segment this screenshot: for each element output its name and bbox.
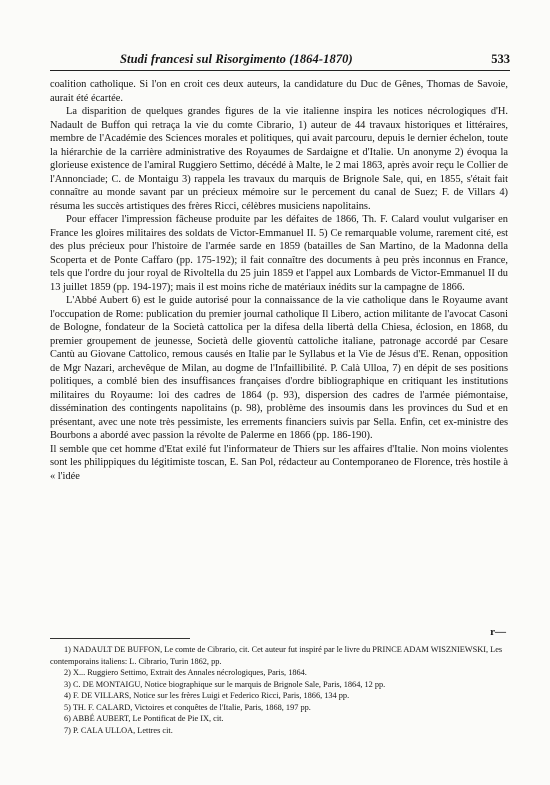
page-number: 533	[491, 52, 510, 66]
footnote: 2) X... Ruggiero Settimo, Extrait des Annales nécrologiques, Paris, 1864.	[64, 668, 307, 677]
footnote: 5) TH. F. CALARD, Victoires et conquêtes de l'Italie, Paris, 1868, 197 pp.	[64, 702, 311, 712]
footnote: 3) C. DE MONTAIGU, Notice biographique sur le marquis de Brignole Sale, Paris, 1864, 12 pp.	[64, 679, 386, 689]
footnote: 7) P. CALA ULLOA, Lettres cit.	[64, 725, 173, 735]
paragraph: La disparition de quelques grandes figures de la vie italienne inspira les notices nécrologiques d'H. Nadault de Buffon qui retraça la vie du comte Cibrario, 1) auteur de 44 travaux historiques et littéraires, membre de l'Académie des Sciences morales et politiques, qui avait parcouru, depuis le dernier échelon, toute la hiérarchie de la carrière administrative des Royaumes de Sardaigne et d'Italie. Un anonyme 2) évoqua la glorieuse existence de l'amiral Ruggiero Settimo, décédé à Malte, le 2 mai 1863, après avoir reçu le Collier de l'Annonciade; C. de Montaigu 3) rappela les travaux du marquis de Brignole Sale, qui, en 1855, s'était fait connaître au monde savant par un précieux mémoire sur le percement du canal de Suez; F. de Villars 4) résuma les succès artistiques des frères Ricci, célèbres musiciens napolitains.	[50, 106, 508, 212]
paragraph: coalition catholique. Si l'on en croit ces deux auteurs, la candidature du Duc de Gênes, Thomas de Savoie, aurait été écartée.	[50, 79, 508, 104]
footnote: 6) ABBÉ AUBERT, Le Pontificat de Pie IX, cit.	[64, 714, 224, 723]
paragraph: Pour effacer l'impression fâcheuse produite par les défaites de 1866, Th. F. Calard voulut vulgariser en France les gloires militaires des soldats de Victor-Emmanuel II. 5) Ce remarquable volume, rarement cité, est des plus précieux pour l'histoire de l'armée sarde en 1859 (batailles de San Martino, de la Madonna della Scoperta et de Ponte Caffaro (pp. 175-192); il fait connaître des documents à peu près inconnus en France, tels que l'ordre du jour royal de Rivoltella du 25 juin 1859 et l'appel aux Lombards de Victor-Emmanuel II du 13 juillet 1859 (pp. 194-197); mais il est moins riche de matériaux inédits sur la campagne de 1866.	[50, 214, 508, 293]
continuation-mark: r—	[490, 626, 506, 638]
main-text	[50, 78, 508, 483]
footnote: 1) NADAULT DE BUFFON, Le comte de Cibrario, cit. Cet auteur fut inspiré par le livre du PRINCE ADAM WISZNIEWSKI, Les contemporains italiens: L. Cibrario, Turin 1862, pp.	[50, 645, 503, 666]
running-header	[50, 52, 510, 71]
footnote: 4) F. DE VILLARS, Notice sur les frères Luigi et Federico Ricci, Paris, 1866, 134 pp.	[64, 691, 350, 700]
footnote-separator	[50, 638, 190, 639]
paragraph: L'Abbé Aubert 6) est le guide autorisé pour la connaissance de la vie catholique dans le Royaume avant l'occupation de Rome: publication du premier journal catholique Il Libero, action militante de l'avocat Casoni de Bologne, fondateur de la Società cattolica per la difesa della libertà della Chiesa, éclosion, en 1868, du premier groupement de jeunesse, Società delle gioventù cattoliche italiane, patronage accordé par Cesare Cantù au Giovane Cattolico, remous causés en Italie par le Syllabus et la Vie de Jésus d'E. Renan, opposition de Mgr Nazari, archevêque de Milan, au dogme de l'Infaillibilité. P. Calà Ulloa, 7) en dépit de ses positions politiques, a comblé bien des insuffisances françaises d'ordre bibliographique en critiquant les institutions militaires du Royaume: loi des cadres de 1864 (p. 93), dispersion des cadres de l'armée piémontaise, dissémination des contingents napolitains (p. 98), problème des insoumis dans les provinces du Sud et en présentant, avec une note très pessimiste, les errements financiers suivis par Sella. Enfin, cet ex-ministre des Bourbons a abordé avec passion la révolte de Palerme en 1866 (pp. 186-190).	[50, 295, 508, 441]
running-header-title: Studi francesi sul Risorgimento (1864-1870)	[120, 52, 353, 66]
footnotes	[50, 644, 508, 736]
paragraph: Il semble que cet homme d'Etat exilé fut l'informateur de Thiers sur les affaires d'Italie. Non moins violentes sont les philippiques du légitimiste toscan, E. San Pol, rédacteur au Contemporaneo de Florence, très hostile à « l'idée	[50, 443, 508, 482]
